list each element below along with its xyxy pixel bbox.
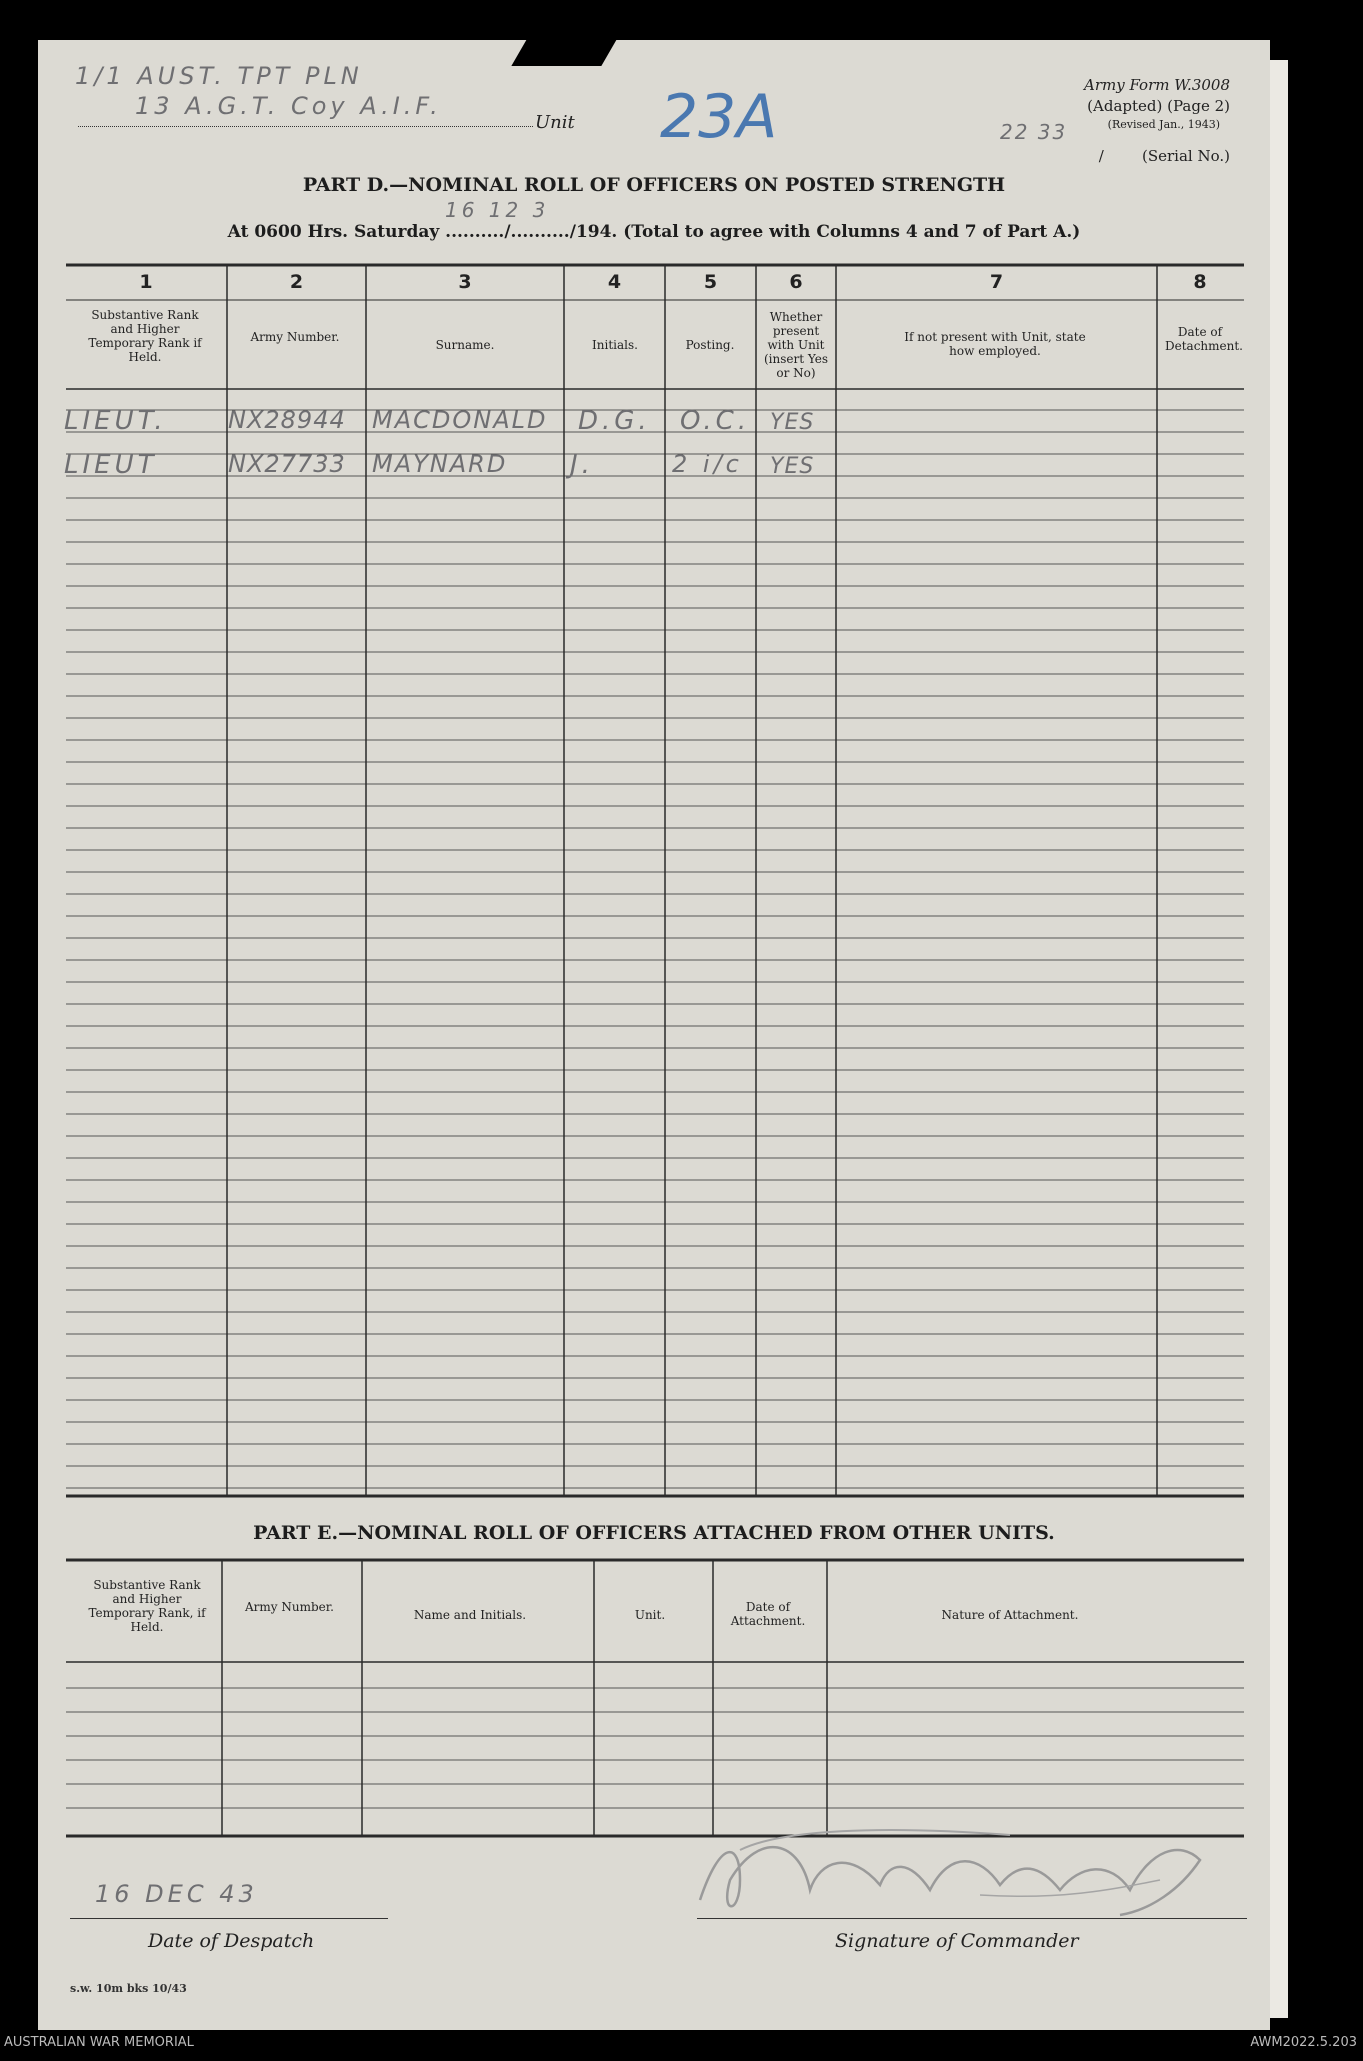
e-header-unit: Unit. (634, 1608, 666, 1622)
date-line: At 0600 Hrs. Saturday ........../........../194. (Total to agree with Columns 4 and 7 of Part A.) (227, 222, 1081, 242)
signature-line (697, 1918, 1247, 1919)
commander-signature (680, 1820, 1240, 1930)
col-header-army-number: Army Number. (250, 330, 340, 344)
e-header-name: Name and Initials. (413, 1608, 527, 1622)
e-header-rank: Substantive Rank and Higher Temporary Rank, if Held. (88, 1578, 206, 1634)
row-initials: J. (570, 450, 594, 480)
col-header-employed: If not present with Unit, state how employed. (904, 330, 1086, 358)
row-present: YES (770, 410, 815, 435)
col-header-posting: Posting. (685, 338, 735, 352)
row-surname: MACDONALD (372, 406, 548, 434)
col-number-8: 8 (1193, 271, 1207, 293)
print-code: s.w. 10m bks 10/43 (70, 1982, 187, 1995)
archive-ref: AWM2022.5.203 (1250, 2035, 1357, 2050)
col-number-1: 1 (139, 271, 153, 293)
unit-handwritten-line2: 13 A.G.T. Coy A.I.F. (135, 92, 442, 120)
part-d-title: PART D.—NOMINAL ROLL OF OFFICERS ON POSTED STRENGTH (302, 174, 1006, 196)
col-number-2: 2 (289, 271, 304, 293)
row-posting: O.C. (680, 406, 751, 436)
col-number-7: 7 (989, 271, 1004, 293)
despatch-handwritten: 16 DEC 43 (95, 1880, 258, 1908)
col-number-5: 5 (703, 271, 718, 293)
unit-handwritten-line1: 1/1 AUST. TPT PLN (75, 62, 363, 90)
row-surname: MAYNARD (372, 450, 508, 478)
date-handwritten: 16 12 3 (445, 198, 550, 222)
unit-label: Unit (535, 112, 575, 133)
row-army-number: NX27733 (228, 450, 346, 478)
row-present: YES (770, 454, 815, 479)
form-name: Army Form W.3008 (1084, 76, 1230, 94)
serial-label: / (Serial No.) (1098, 147, 1230, 165)
part-e-title: PART E.—NOMINAL ROLL OF OFFICERS ATTACHED FROM OTHER UNITS. (253, 1522, 1055, 1544)
col-number-4: 4 (607, 271, 622, 293)
e-header-date-attachment: Date of Attachment. (730, 1600, 806, 1628)
col-header-present: Whether present with Unit (insert Yes or No) (763, 310, 829, 380)
row-rank: LIEUT (64, 450, 158, 480)
row-rank: LIEUT. (64, 406, 167, 436)
archive-credit: AUSTRALIAN WAR MEMORIAL (4, 2035, 194, 2050)
col-header-surname: Surname. (435, 338, 495, 352)
col-number-3: 3 (458, 271, 472, 293)
row-posting: 2 i/c (672, 450, 743, 478)
serial-handwritten: 23A (660, 82, 778, 152)
col-header-initials: Initials. (592, 338, 638, 352)
form-adapted: (Adapted) (Page 2) (1087, 97, 1230, 115)
col-number-6: 6 (789, 271, 803, 293)
signature-label: Signature of Commander (835, 1930, 1079, 1952)
form-revised: (Revised Jan., 1943) (1107, 118, 1220, 131)
e-header-army-number: Army Number. (245, 1600, 334, 1614)
col-header-rank: Substantive Rank and Higher Temporary Rank if Held. (88, 308, 202, 364)
col-header-detachment: Date of Detachment. (1165, 325, 1243, 353)
row-initials: D.G. (578, 406, 651, 436)
despatch-label: Date of Despatch (148, 1930, 315, 1952)
row-army-number: NX28944 (228, 406, 346, 434)
despatch-line (70, 1918, 388, 1919)
e-header-nature: Nature of Attachment. (941, 1608, 1079, 1622)
serial-small-handwritten: 22 33 (1000, 120, 1068, 144)
